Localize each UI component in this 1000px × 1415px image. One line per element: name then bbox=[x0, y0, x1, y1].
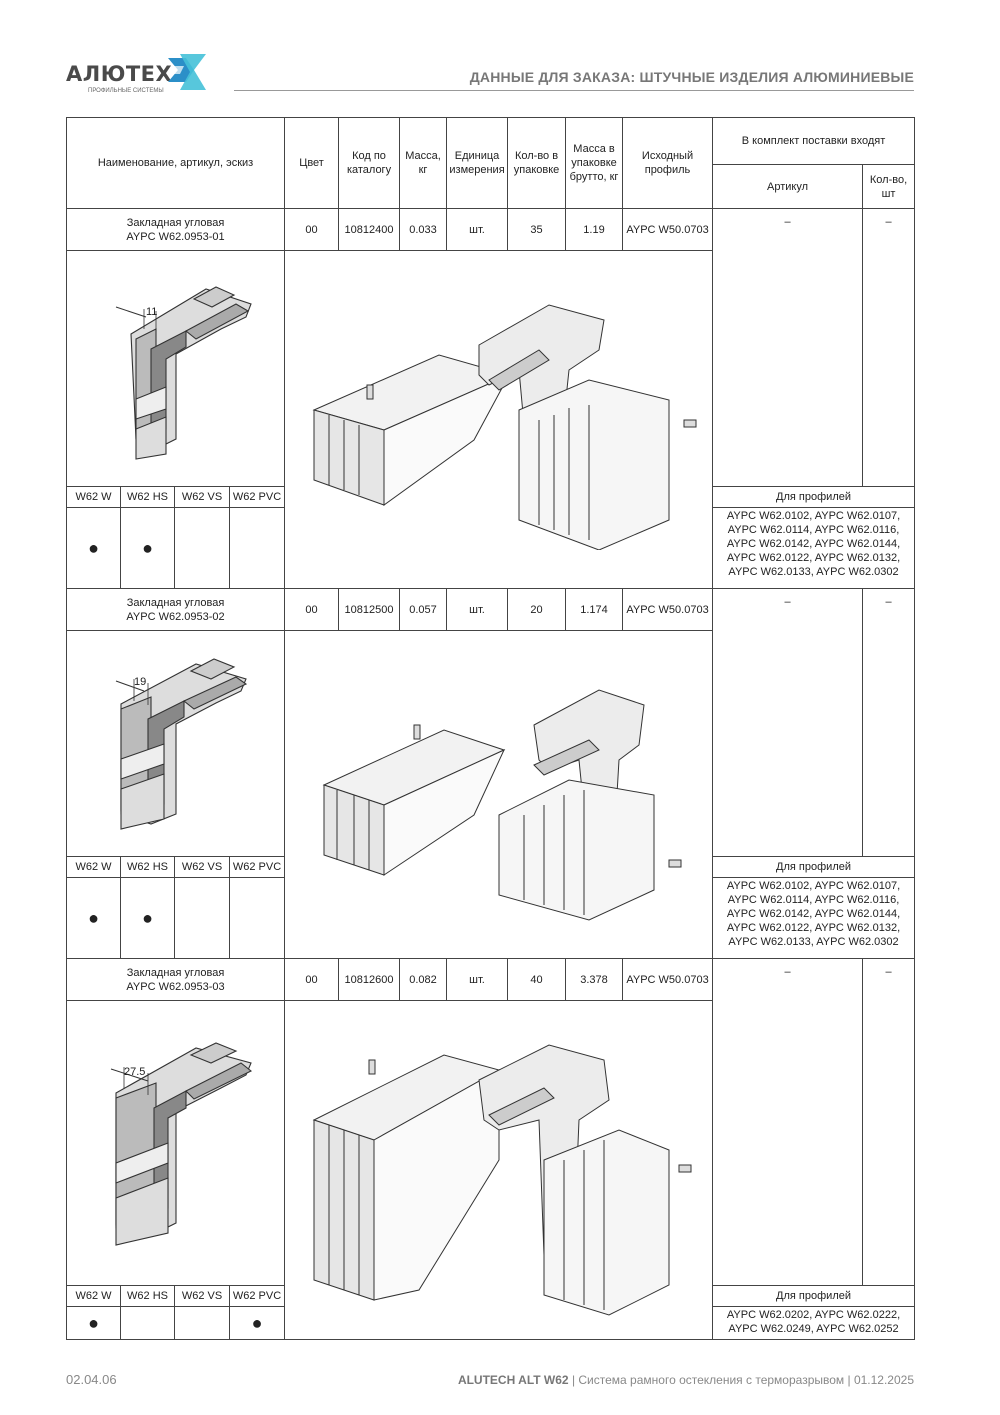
header-mass: Масса, кг bbox=[400, 118, 447, 209]
profile-list bbox=[713, 508, 915, 589]
header-kit: В комплект поставки входят bbox=[713, 118, 915, 165]
profile-line: AYPC W62.0122, AYPC W62.0132, bbox=[726, 922, 901, 934]
system-mark bbox=[230, 878, 285, 959]
profile-line: AYPC W62.0114, AYPC W62.0116, bbox=[727, 524, 900, 536]
system-label: W62 PVC bbox=[230, 857, 285, 878]
system-label: W62 HS bbox=[121, 1286, 175, 1307]
table-row bbox=[67, 209, 915, 251]
system-label: W62 W bbox=[67, 857, 121, 878]
item-name: Закладная угловая bbox=[126, 966, 225, 979]
item-source: AYPC W50.0703 bbox=[623, 209, 713, 251]
item-name: Закладная угловая bbox=[126, 216, 225, 229]
header-name: Наименование, артикул, эскиз bbox=[67, 118, 285, 209]
footer-brand: ALUTECH ALT W62 bbox=[457, 1373, 569, 1387]
header-kit-qty: Кол-во, шт bbox=[863, 165, 915, 209]
item-code: 10812400 bbox=[339, 209, 400, 251]
header-code: Код по каталогу bbox=[339, 118, 400, 209]
kit-article: – bbox=[713, 959, 863, 1286]
page-title: ДАННЫЕ ДЛЯ ЗАКАЗА: ШТУЧНЫЕ ИЗДЕЛИЯ АЛЮМИНИЕВЫЕ bbox=[469, 69, 914, 85]
system-mark: ● bbox=[67, 878, 121, 959]
item-mass: 0.033 bbox=[400, 209, 447, 251]
kit-qty: – bbox=[863, 959, 915, 1286]
system-mark: ● bbox=[67, 1307, 121, 1340]
item-color: 00 bbox=[285, 959, 339, 1001]
header-qty: Кол-во в упаковке bbox=[508, 118, 566, 209]
assembly-drawing-image bbox=[299, 665, 699, 925]
item-gross: 1.174 bbox=[566, 589, 623, 631]
item-source: AYPC W50.0703 bbox=[623, 959, 713, 1001]
sketch-cell bbox=[67, 1001, 285, 1286]
header-source: Исходный профиль bbox=[623, 118, 713, 209]
logo bbox=[66, 52, 216, 98]
kit-article: – bbox=[713, 209, 863, 487]
logo-mark-icon bbox=[166, 52, 208, 94]
order-table bbox=[66, 117, 915, 1340]
footer-text: | Система рамного остекления с терморазрывом | 01.12.2025 bbox=[568, 1373, 914, 1387]
profile-line: AYPC W62.0249, AYPC W62.0252 bbox=[728, 1323, 899, 1335]
iso-cell bbox=[285, 631, 713, 959]
table-row bbox=[67, 589, 915, 631]
system-mark: ● bbox=[230, 1307, 285, 1340]
item-article: AYPC W62.0953-02 bbox=[126, 610, 225, 623]
assembly-drawing-image bbox=[299, 1010, 699, 1330]
system-label: W62 VS bbox=[175, 1286, 230, 1307]
for-profiles-label: Для профилей bbox=[713, 487, 915, 508]
item-name-cell bbox=[67, 589, 285, 631]
sketch-cell bbox=[67, 631, 285, 857]
system-label: W62 HS bbox=[121, 487, 175, 508]
header-unit: Единица измерения bbox=[447, 118, 508, 209]
system-mark bbox=[230, 508, 285, 589]
system-label: W62 W bbox=[67, 487, 121, 508]
item-qty: 40 bbox=[508, 959, 566, 1001]
system-label: W62 VS bbox=[175, 487, 230, 508]
item-article: AYPC W62.0953-03 bbox=[126, 980, 225, 993]
logo-subtitle: ПРОФИЛЬНЫЕ СИСТЕМЫ bbox=[88, 88, 164, 94]
profile-sketch-image bbox=[76, 639, 276, 849]
table-row bbox=[67, 959, 915, 1001]
item-qty: 20 bbox=[508, 589, 566, 631]
kit-article: – bbox=[713, 589, 863, 857]
item-name-cell bbox=[67, 209, 285, 251]
item-color: 00 bbox=[285, 209, 339, 251]
profile-line: AYPC W62.0202, AYPC W62.0222, bbox=[726, 1309, 901, 1321]
profile-line: AYPC W62.0133, AYPC W62.0302 bbox=[728, 566, 899, 578]
system-mark: ● bbox=[121, 508, 175, 589]
system-label: W62 W bbox=[67, 1286, 121, 1307]
item-mass: 0.057 bbox=[400, 589, 447, 631]
item-code: 10812500 bbox=[339, 589, 400, 631]
system-mark bbox=[175, 878, 230, 959]
system-mark: ● bbox=[67, 508, 121, 589]
profile-line: AYPC W62.0102, AYPC W62.0107, bbox=[726, 510, 901, 522]
item-unit: шт. bbox=[447, 209, 508, 251]
iso-cell bbox=[285, 251, 713, 589]
item-unit: шт. bbox=[447, 589, 508, 631]
dimension-label: 11 bbox=[145, 305, 157, 318]
profile-sketch-image bbox=[76, 1013, 276, 1273]
profile-list bbox=[713, 878, 915, 959]
for-profiles-label: Для профилей bbox=[713, 857, 915, 878]
item-qty: 35 bbox=[508, 209, 566, 251]
iso-cell bbox=[285, 1001, 713, 1340]
item-article: AYPC W62.0953-01 bbox=[126, 230, 225, 243]
profile-list bbox=[713, 1307, 915, 1340]
profile-line: AYPC W62.0142, AYPC W62.0144, bbox=[726, 908, 901, 920]
for-profiles-label: Для профилей bbox=[713, 1286, 915, 1307]
profile-line: AYPC W62.0102, AYPC W62.0107, bbox=[726, 880, 901, 892]
item-source: AYPC W50.0703 bbox=[623, 589, 713, 631]
item-gross: 3.378 bbox=[566, 959, 623, 1001]
page-number: 02.04.06 bbox=[66, 1372, 117, 1387]
kit-qty: – bbox=[863, 209, 915, 487]
footer-info bbox=[458, 1373, 914, 1387]
item-gross: 1.19 bbox=[566, 209, 623, 251]
profile-line: AYPC W62.0114, AYPC W62.0116, bbox=[727, 894, 900, 906]
system-mark bbox=[175, 1307, 230, 1340]
profile-line: AYPC W62.0142, AYPC W62.0144, bbox=[726, 538, 901, 550]
system-label: W62 HS bbox=[121, 857, 175, 878]
profile-line: AYPC W62.0122, AYPC W62.0132, bbox=[726, 552, 901, 564]
system-label: W62 PVC bbox=[230, 1286, 285, 1307]
item-name: Закладная угловая bbox=[126, 596, 225, 609]
system-label: W62 VS bbox=[175, 857, 230, 878]
sketch-cell bbox=[67, 251, 285, 487]
item-name-cell bbox=[67, 959, 285, 1001]
item-mass: 0.082 bbox=[400, 959, 447, 1001]
system-mark bbox=[175, 508, 230, 589]
header-color: Цвет bbox=[285, 118, 339, 209]
header-gross: Масса в упаковке брутто, кг bbox=[566, 118, 623, 209]
dimension-label: 27.5 bbox=[123, 1066, 145, 1078]
kit-qty: – bbox=[863, 589, 915, 857]
header-kit-article: Артикул bbox=[713, 165, 863, 209]
item-unit: шт. bbox=[447, 959, 508, 1001]
system-label: W62 PVC bbox=[230, 487, 285, 508]
system-mark: ● bbox=[121, 878, 175, 959]
profile-line: AYPC W62.0133, AYPC W62.0302 bbox=[728, 936, 899, 948]
system-mark bbox=[121, 1307, 175, 1340]
profile-sketch-image bbox=[76, 259, 276, 479]
item-color: 00 bbox=[285, 589, 339, 631]
assembly-drawing-image bbox=[299, 290, 699, 550]
item-code: 10812600 bbox=[339, 959, 400, 1001]
logo-text: АЛЮТЕХ bbox=[66, 62, 173, 86]
title-divider bbox=[234, 90, 914, 91]
dimension-label: 19 bbox=[133, 675, 146, 688]
